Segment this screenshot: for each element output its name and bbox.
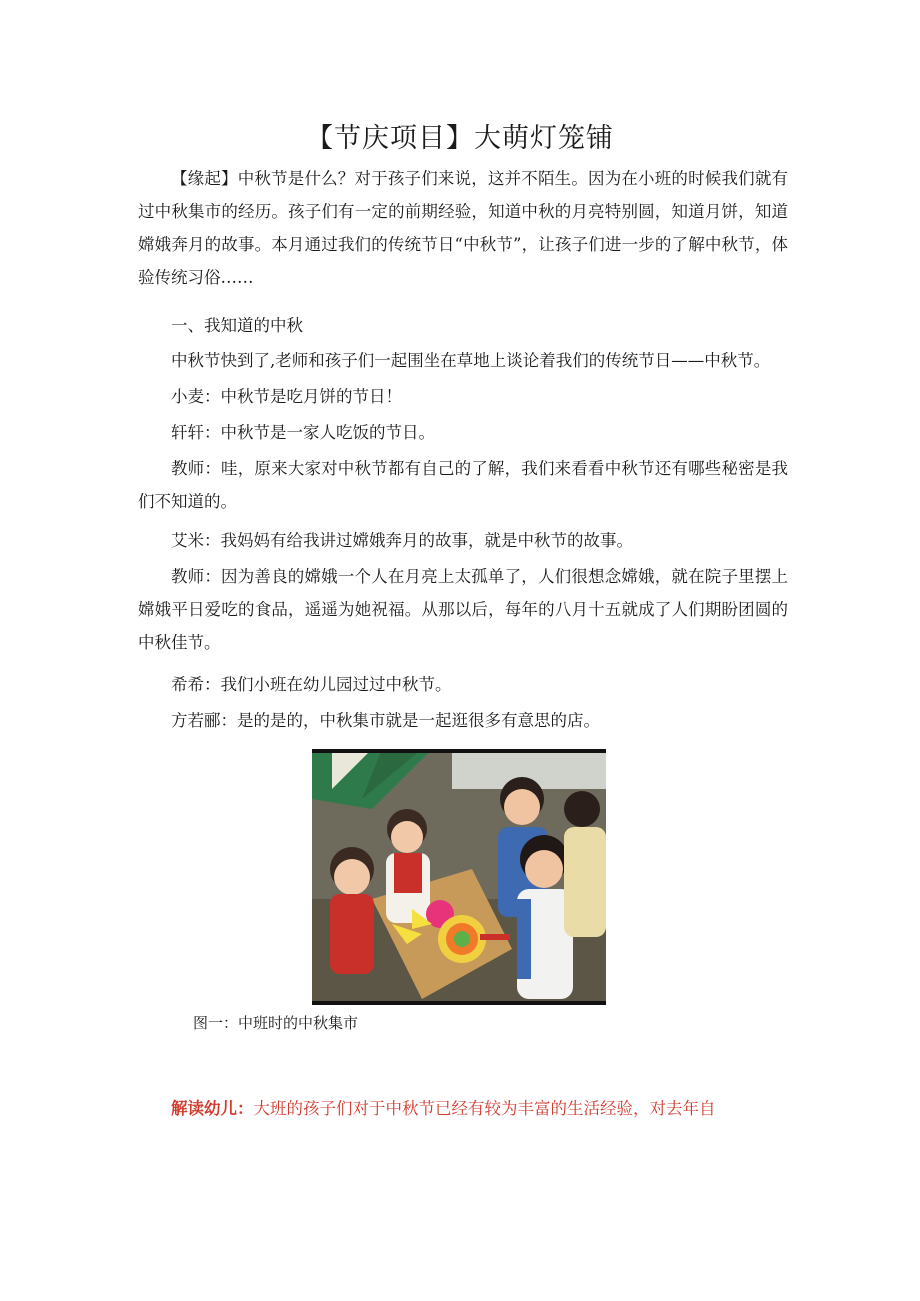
paragraph-4: 教师：哇，原来大家对中秋节都有自己的了解，我们来看看中秋节还有哪些秘密是我们不知道的。 <box>138 459 788 511</box>
page-title: 【节庆项目】大萌灯笼铺 <box>306 123 614 154</box>
reading-text: 大班的孩子们对于中秋节已经有较为丰富的生活经验，对去年自 <box>253 1099 716 1118</box>
paragraph-5: 艾米：我妈妈有给我讲过嫦娥奔月的故事，就是中秋节的故事。 <box>171 531 633 550</box>
reading-lead: 解读幼儿： <box>171 1099 254 1118</box>
paragraph-2: 小麦：中秋节是吃月饼的节日！ <box>171 387 402 406</box>
paragraph-8: 方若郦：是的是的，中秋集市就是一起逛很多有意思的店。 <box>171 711 600 730</box>
paragraph-1: 中秋节快到了,老师和孩子们一起围坐在草地上谈论着我们的传统节日——中秋节。 <box>171 351 771 370</box>
paragraph-3: 轩轩：中秋节是一家人吃饭的节日。 <box>171 423 435 442</box>
section-heading: 一、我知道的中秋 <box>171 316 303 335</box>
market-photo-illustration <box>312 749 606 1005</box>
market-photo <box>312 749 606 1005</box>
reading-paragraph <box>171 1092 791 1125</box>
intro-paragraph: 【缘起】中秋节是什么？对于孩子们来说，这并不陌生。因为在小班的时候我们就有过中秋集市的经历。孩子们有一定的前期经验，知道中秋的月亮特别圆，知道月饼，知道嫦娥奔月的故事。本月通过我们的传统节日“中秋节”，让孩子们进一步的了解中秋节，体验传统习俗…… <box>138 169 788 287</box>
paragraph-7: 希希：我们小班在幼儿园过过中秋节。 <box>171 675 452 694</box>
paragraph-6: 教师：因为善良的嫦娥一个人在月亮上太孤单了，人们很想念嫦娥，就在院子里摆上嫦娥平日爱吃的食品，遥遥为她祝福。从那以后，每年的八月十五就成了人们期盼团圆的中秋佳节。 <box>138 567 788 652</box>
photo-caption: 图一：中班时的中秋集市 <box>193 1014 359 1032</box>
